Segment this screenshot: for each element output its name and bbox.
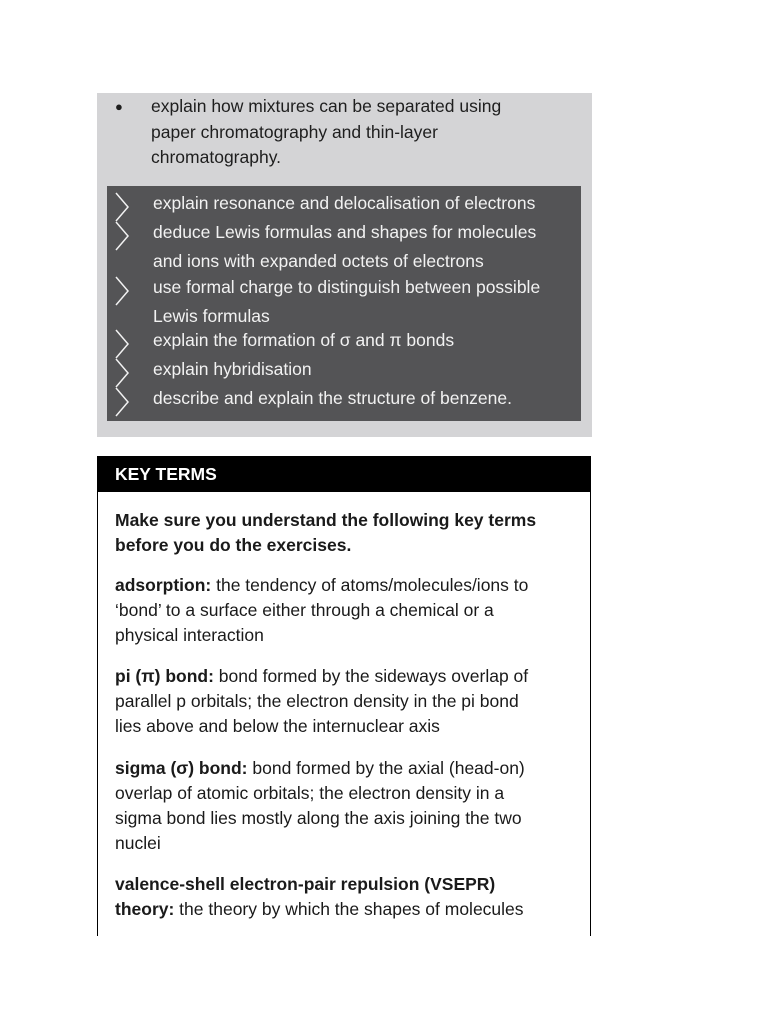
definition-line: nuclei xyxy=(115,833,161,853)
bullet-line: paper chromatography and thin-layer xyxy=(151,121,438,142)
chevron-right-icon xyxy=(115,192,129,222)
hl-objective-line: explain resonance and delocalisation of electrons xyxy=(153,193,536,213)
key-terms-box xyxy=(97,456,591,936)
bullet-line: explain how mixtures can be separated using xyxy=(151,96,502,116)
hl-objective-line: explain the formation of σ and π bonds xyxy=(153,330,455,350)
chevron-right-icon xyxy=(115,329,129,359)
key-term-name: sigma (σ) bond: xyxy=(115,758,248,778)
key-term-definition xyxy=(115,664,573,739)
key-term-name: theory: xyxy=(115,899,175,919)
definition-line: lies above and below the internuclear axis xyxy=(115,716,440,736)
hl-objective-line: describe and explain the structure of benzene. xyxy=(153,388,512,408)
bullet-icon: ● xyxy=(115,99,123,114)
key-term-definition xyxy=(115,872,573,922)
key-term-name: valence-shell electron-pair repulsion (VSEPR) xyxy=(115,874,496,894)
hl-objective-line: deduce Lewis formulas and shapes for molecules xyxy=(153,222,537,242)
chevron-right-icon xyxy=(115,221,129,251)
higher-level-objectives-box xyxy=(107,186,581,421)
definition-line: the theory by which the shapes of molecules xyxy=(174,899,524,919)
intro-line: Make sure you understand the following key terms xyxy=(115,510,537,530)
chevron-right-icon xyxy=(115,276,129,306)
key-terms-header: KEY TERMS xyxy=(98,456,590,492)
hl-objective-line: use formal charge to distinguish between possible xyxy=(153,277,541,297)
chevron-right-icon xyxy=(115,358,129,388)
key-term-definition xyxy=(115,756,573,856)
key-terms-intro xyxy=(115,508,573,558)
key-term-definition xyxy=(115,573,573,648)
hl-objective-line: Lewis formulas xyxy=(153,306,270,326)
chevron-right-icon xyxy=(115,387,129,417)
definition-line: bond formed by the axial (head-on) xyxy=(247,758,525,778)
learning-objectives-panel xyxy=(97,93,592,437)
definition-line: sigma bond lies mostly along the axis joining the two xyxy=(115,808,522,828)
key-term-name: pi (π) bond: xyxy=(115,666,214,686)
definition-line: physical interaction xyxy=(115,625,264,645)
hl-objective-line: explain hybridisation xyxy=(153,359,312,379)
key-term-name: adsorption: xyxy=(115,575,212,595)
hl-objective-line: and ions with expanded octets of electrons xyxy=(153,251,484,271)
bullet-line: chromatography. xyxy=(151,147,282,167)
definition-line: the tendency of atoms/molecules/ions to xyxy=(211,575,529,595)
definition-line: parallel p orbitals; the electron density in the pi bond xyxy=(115,691,519,711)
definition-line: ‘bond’ to a surface either through a chemical or a xyxy=(115,600,494,620)
definition-line: overlap of atomic orbitals; the electron density in a xyxy=(115,783,505,803)
definition-line: bond formed by the sideways overlap of xyxy=(213,666,529,686)
intro-line: before you do the exercises. xyxy=(115,535,352,555)
